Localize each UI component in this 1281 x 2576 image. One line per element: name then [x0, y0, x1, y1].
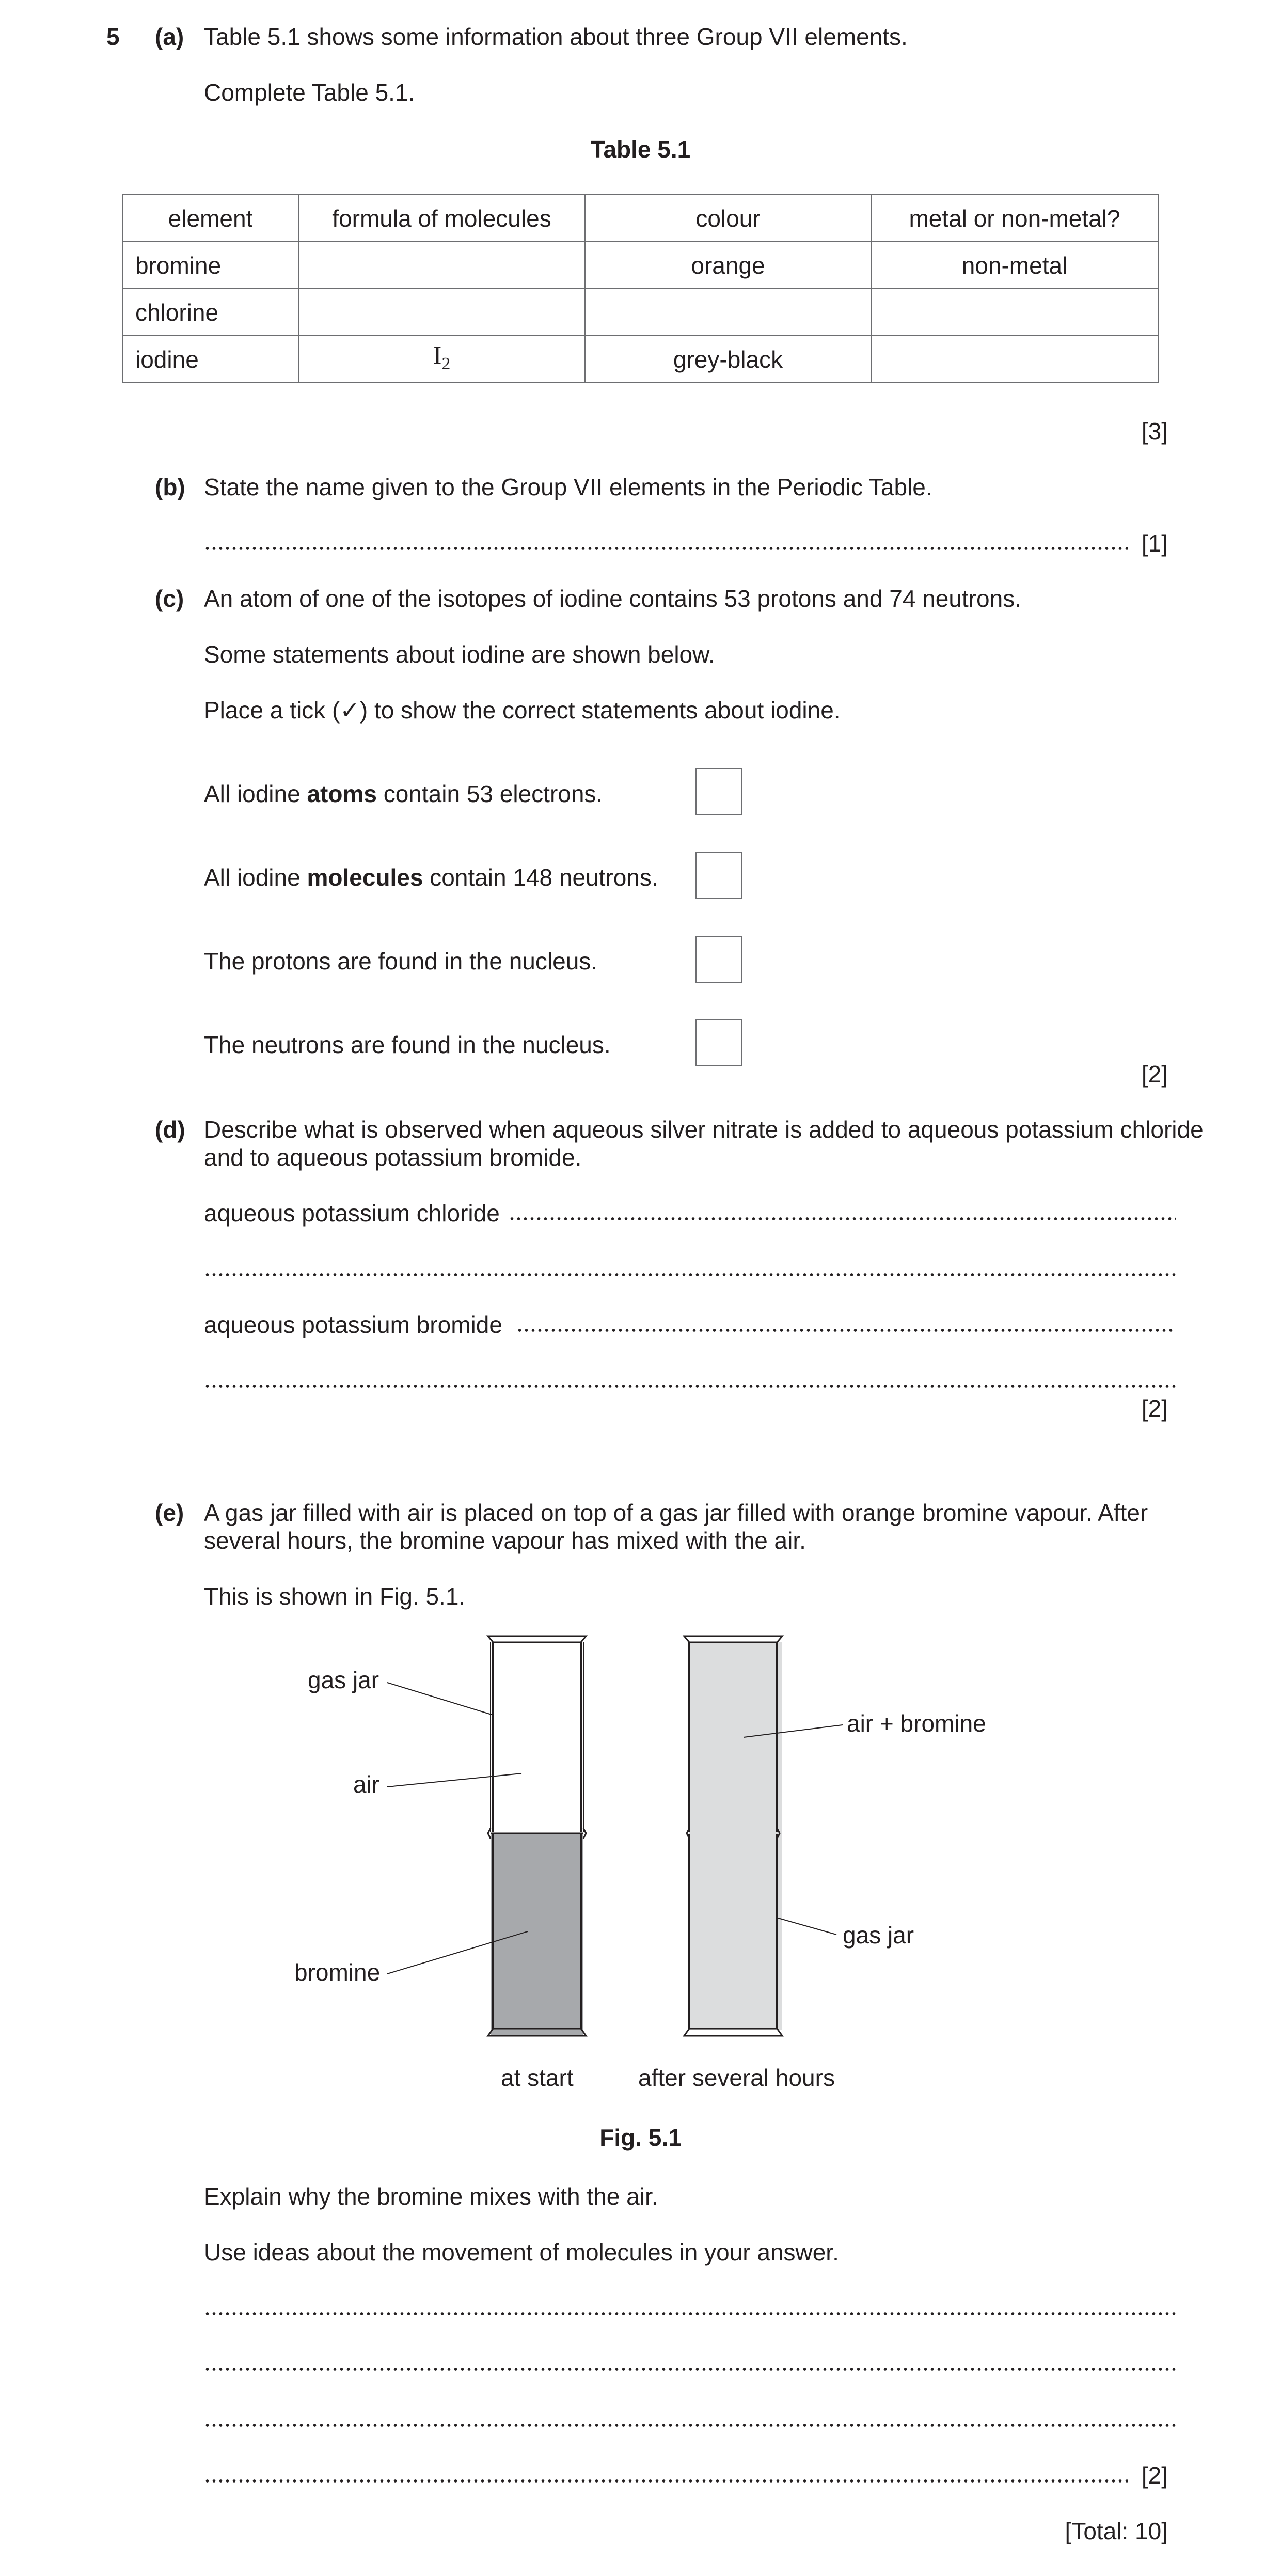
header-element: element: [122, 195, 298, 242]
figure-title: Fig. 5.1: [599, 2124, 682, 2151]
statement-4: The neutrons are found in the nucleus.: [204, 1031, 611, 1058]
part-e-label: (e): [155, 1499, 184, 1526]
cell-element: bromine: [122, 242, 298, 289]
caption-at-start: at start: [501, 2064, 574, 2091]
table-title: Table 5.1: [590, 136, 691, 163]
part-e-explain: Explain why the bromine mixes with the air.: [204, 2183, 658, 2210]
answer-line-e-3[interactable]: [204, 2423, 1176, 2427]
answer-label-bromide: aqueous potassium bromide: [204, 1311, 502, 1338]
formula-symbol: I: [433, 340, 442, 369]
part-b-marks: [1]: [1141, 530, 1168, 557]
total-marks: [Total: 10]: [1065, 2518, 1168, 2544]
cell-element: iodine: [122, 336, 298, 383]
part-c-label: (c): [155, 585, 184, 612]
part-c-marks: [2]: [1141, 1061, 1168, 1088]
answer-line-e-4[interactable]: [204, 2479, 1128, 2483]
part-d-text-line2: and to aqueous potassium bromide.: [204, 1144, 582, 1171]
statement-2: All iodine molecules contain 148 neutrons.: [204, 864, 658, 891]
bromine-fill: [491, 1833, 583, 2035]
formula-subscript: 2: [441, 354, 451, 373]
part-e-hint: Use ideas about the movement of molecules in your answer.: [204, 2239, 839, 2266]
cell-element: chlorine: [122, 289, 298, 336]
part-e-text-line1: A gas jar filled with air is placed on top of a gas jar filled with orange bromine vapour. After: [204, 1499, 1148, 1526]
part-a-text: Table 5.1 shows some information about three Group VII elements.: [204, 23, 908, 50]
header-colour: colour: [585, 195, 871, 242]
statement-1: All iodine atoms contain 53 electrons.: [204, 780, 603, 807]
header-metal: metal or non-metal?: [871, 195, 1158, 242]
header-formula: formula of molecules: [298, 195, 585, 242]
leader-gas-jar-right: [778, 1918, 836, 1935]
mixed-fill: [689, 1642, 782, 2030]
part-e-marks: [2]: [1141, 2462, 1168, 2489]
part-a-instruction: Complete Table 5.1.: [204, 79, 415, 106]
leader-gas-jar-left: [387, 1683, 492, 1715]
label-air: air: [353, 1771, 380, 1798]
part-b-text: State the name given to the Group VII elements in the Periodic Table.: [204, 474, 932, 500]
label-gas-jar-right: gas jar: [843, 1922, 914, 1949]
part-c-text: An atom of one of the isotopes of iodine contains 53 protons and 74 neutrons.: [204, 585, 1021, 612]
answer-label-chloride: aqueous potassium chloride: [204, 1200, 500, 1227]
question-number: 5: [106, 23, 120, 50]
answer-line-e-1[interactable]: [204, 2312, 1176, 2316]
part-a-marks: [3]: [1141, 418, 1168, 445]
answer-line-e-2[interactable]: [204, 2367, 1176, 2371]
part-d-marks: [2]: [1141, 1395, 1168, 1422]
part-e-text3: This is shown in Fig. 5.1.: [204, 1583, 466, 1610]
caption-after-several-hours: after several hours: [638, 2064, 835, 2091]
leader-air: [387, 1773, 521, 1787]
part-d-text-line1: Describe what is observed when aqueous silver nitrate is added to aqueous potassium chloride: [204, 1116, 1204, 1143]
label-gas-jar-left: gas jar: [308, 1667, 379, 1693]
cell-metal: non-metal: [871, 242, 1158, 289]
right-gas-jar: [684, 1636, 782, 2036]
cell-colour: grey-black: [585, 336, 871, 383]
cell-colour: orange: [585, 242, 871, 289]
part-c-instruction: Place a tick (✓) to show the correct statements about iodine.: [204, 697, 841, 724]
label-air-bromine: air + bromine: [847, 1710, 986, 1737]
left-gas-jar: [488, 1636, 586, 2036]
part-a-label: (a): [155, 23, 184, 50]
part-e-text-line2: several hours, the bromine vapour has mixed with the air.: [204, 1527, 806, 1554]
part-b-label: (b): [155, 474, 185, 500]
label-bromine: bromine: [294, 1959, 381, 1986]
part-d-label: (d): [155, 1116, 185, 1143]
statement-3: The protons are found in the nucleus.: [204, 948, 598, 975]
part-c-text2: Some statements about iodine are shown below.: [204, 641, 715, 668]
